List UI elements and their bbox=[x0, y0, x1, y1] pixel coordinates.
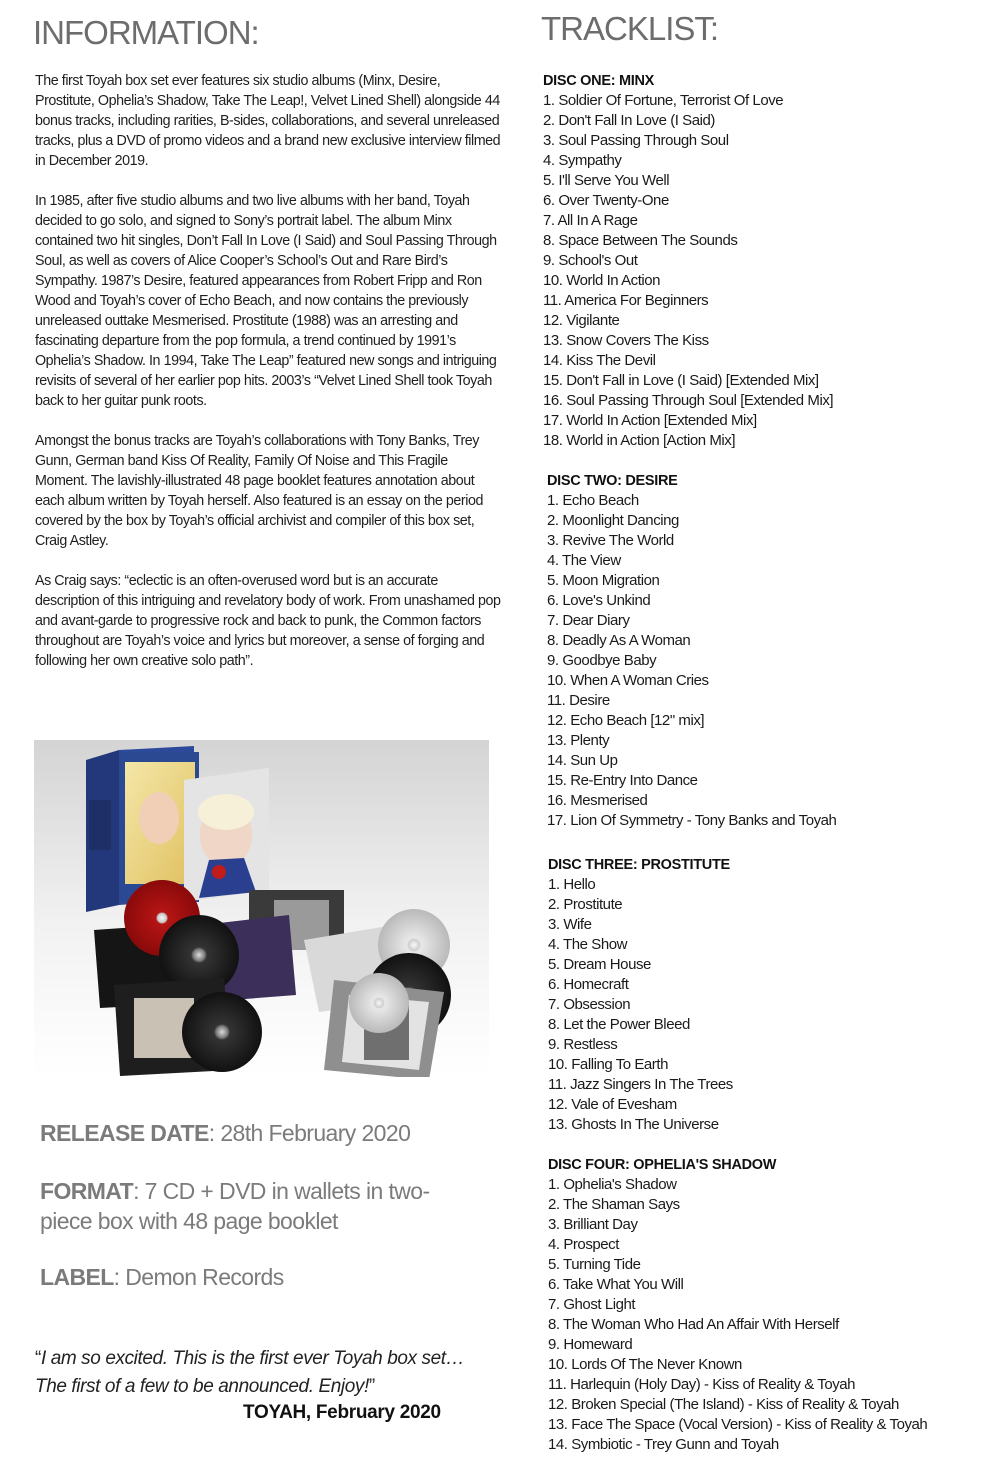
release-date bbox=[40, 1118, 410, 1148]
track-item: 17. Lion Of Symmetry - Tony Banks and Toyah bbox=[547, 812, 837, 829]
track-list bbox=[547, 491, 997, 831]
format-info bbox=[40, 1176, 480, 1236]
track-item: 12. Vigilante bbox=[543, 312, 620, 329]
track-item: 9. Goodbye Baby bbox=[547, 652, 657, 669]
record-label-value: : Demon Records bbox=[113, 1264, 284, 1290]
track-item: 13. Ghosts In The Universe bbox=[548, 1116, 719, 1133]
track-item: 8. Deadly As A Woman bbox=[547, 632, 691, 649]
track-item: 15. Re-Entry Into Dance bbox=[547, 772, 698, 789]
information-heading: INFORMATION: bbox=[33, 14, 259, 51]
info-paragraph-3: Amongst the bonus tracks are Toyah’s collaborations with Tony Banks, Trey Gunn, German band Kiss Of Reality, Family Of Noise and This Fragile Moment. The lavishly-illustrated 48 page booklet features annotation about each album written by Toyah herself. Also featured is an essay on the period covered by the box by Toyah’s official archivist and compiler of this box set, Craig Astley. bbox=[35, 433, 483, 549]
track-item: 10. World In Action bbox=[543, 272, 661, 289]
track-item: 2. Don't Fall In Love (I Said) bbox=[543, 112, 715, 129]
track-item: 3. Revive The World bbox=[547, 532, 674, 549]
disc-title: DISC FOUR: OPHELIA'S SHADOW bbox=[548, 1157, 777, 1173]
release-date-label: RELEASE DATE bbox=[40, 1120, 209, 1146]
track-item: 4. The View bbox=[547, 552, 621, 569]
track-item: 2. The Shaman Says bbox=[548, 1196, 680, 1213]
track-item: 6. Homecraft bbox=[548, 976, 629, 993]
disc-one bbox=[543, 71, 993, 451]
track-item: 10. When A Woman Cries bbox=[547, 672, 709, 689]
track-item: 9. School's Out bbox=[543, 252, 638, 269]
info-paragraph-2: In 1985, after five studio albums and two live albums with her band, Toyah decided to go solo, and signed to Sony’s portrait label. The album Minx contained two hit singles, Don’t Fall In Love (I Said) and Soul Passing Through Soul, as well as covers of Alice Cooper’s School’s Out and Rare Bird’s Sympathy. 1987’s Desire, featured appearances from Robert Fripp and Ron Wood and Toyah’s cover of Echo Beach, and now contains the previously unreleased outtake Mesmerised. Prostitute (1988) was an arresting and fascinating departure from the pop formula, a trend continued by 1991’s Ophelia’s Shadow. In 1994, Take The Leap” featured new songs and intriguing revisits of several of her earlier pop hits. 2003’s “Velvet Lined Shell took Toyah back to her guitar punk roots. bbox=[35, 193, 497, 409]
track-item: 14. Kiss The Devil bbox=[543, 352, 656, 369]
record-label bbox=[40, 1262, 284, 1292]
track-item: 9. Homeward bbox=[548, 1336, 633, 1353]
track-item: 5. Dream House bbox=[548, 956, 651, 973]
track-item: 11. Harlequin (Holy Day) - Kiss of Reality & Toyah bbox=[548, 1376, 856, 1393]
record-label-label: LABEL bbox=[40, 1264, 114, 1290]
track-item: 1. Ophelia's Shadow bbox=[548, 1176, 677, 1193]
track-item: 11. America For Beginners bbox=[543, 292, 709, 309]
track-item: 3. Soul Passing Through Soul bbox=[543, 132, 729, 149]
quote-text: I am so excited. This is the first ever Toyah box set… The first of a few to be announced. Enjoy! bbox=[35, 1348, 465, 1397]
track-item: 1. Hello bbox=[548, 876, 596, 893]
track-list bbox=[548, 875, 998, 1135]
information-body bbox=[35, 71, 503, 691]
track-item: 8. Space Between The Sounds bbox=[543, 232, 738, 249]
track-item: 15. Don't Fall in Love (I Said) [Extended Mix] bbox=[543, 372, 819, 389]
track-item: 11. Desire bbox=[547, 692, 610, 709]
track-item: 5. Moon Migration bbox=[547, 572, 660, 589]
quote-close-mark: ” bbox=[368, 1376, 375, 1397]
track-item: 4. Sympathy bbox=[543, 152, 622, 169]
format-value: : 7 CD + DVD in wallets in two-piece box with 48 page booklet bbox=[40, 1178, 430, 1234]
track-item: 12. Vale of Evesham bbox=[548, 1096, 677, 1113]
release-date-value: : 28th February 2020 bbox=[208, 1120, 411, 1146]
track-item: 7. Obsession bbox=[548, 996, 631, 1013]
track-item: 2. Prostitute bbox=[548, 896, 623, 913]
info-paragraph-4: As Craig says: “eclectic is an often-overused word but is an accurate description of this intriguing and revelatory body of work. From unashamed pop and avant-garde to progressive rock and back to punk, the Common factors throughout are Toyah’s voice and lyrics but moreover, a sense of forging and following her own creative solo path”. bbox=[35, 573, 501, 669]
track-item: 3. Brilliant Day bbox=[548, 1216, 638, 1233]
track-item: 1. Soldier Of Fortune, Terrorist Of Love bbox=[543, 92, 784, 109]
toyah-quote bbox=[35, 1345, 485, 1401]
track-item: 6. Love's Unkind bbox=[547, 592, 651, 609]
disc-title: DISC THREE: PROSTITUTE bbox=[548, 857, 730, 873]
disc-three bbox=[548, 855, 998, 1135]
track-item: 6. Take What You Will bbox=[548, 1276, 684, 1293]
track-item: 7. Ghost Light bbox=[548, 1296, 636, 1313]
track-list bbox=[548, 1175, 998, 1455]
track-item: 16. Mesmerised bbox=[547, 792, 648, 809]
track-item: 5. I'll Serve You Well bbox=[543, 172, 670, 189]
track-item: 10. Lords Of The Never Known bbox=[548, 1356, 742, 1373]
track-item: 14. Sun Up bbox=[547, 752, 618, 769]
track-item: 2. Moonlight Dancing bbox=[547, 512, 679, 529]
track-item: 8. Let the Power Bleed bbox=[548, 1016, 690, 1033]
box-set-photo bbox=[34, 740, 489, 1077]
track-item: 18. World in Action [Action Mix] bbox=[543, 432, 736, 449]
disc-four bbox=[548, 1155, 998, 1455]
track-item: 6. Over Twenty-One bbox=[543, 192, 669, 209]
track-item: 16. Soul Passing Through Soul [Extended Mix] bbox=[543, 392, 834, 409]
track-item: 14. Symbiotic - Trey Gunn and Toyah bbox=[548, 1436, 779, 1453]
track-item: 5. Turning Tide bbox=[548, 1256, 641, 1273]
info-paragraph-1: The first Toyah box set ever features six studio albums (Minx, Desire, Prostitute, Ophelia’s Shadow, Take The Leap!, Velvet Lined Shell) alongside 44 bonus tracks, including rarities, B-sides, collaborations, and several unreleased tracks, plus a DVD of promo videos and a brand new exclusive interview filmed in December 2019. bbox=[35, 73, 501, 169]
tracklist-heading: TRACKLIST: bbox=[541, 10, 719, 47]
track-item: 13. Snow Covers The Kiss bbox=[543, 332, 709, 349]
track-item: 8. The Woman Who Had An Affair With Herself bbox=[548, 1316, 839, 1333]
box-set-illustration bbox=[34, 740, 489, 1077]
disc-two bbox=[547, 471, 997, 831]
track-item: 7. Dear Diary bbox=[547, 612, 630, 629]
disc-title: DISC ONE: MINX bbox=[543, 73, 655, 89]
disc-title: DISC TWO: DESIRE bbox=[547, 473, 678, 489]
track-item: 7. All In A Rage bbox=[543, 212, 638, 229]
track-item: 12. Echo Beach [12" mix] bbox=[547, 712, 705, 729]
format-label: FORMAT bbox=[40, 1178, 134, 1204]
track-item: 3. Wife bbox=[548, 916, 592, 933]
track-item: 12. Broken Special (The Island) - Kiss of Reality & Toyah bbox=[548, 1396, 899, 1413]
track-item: 13. Face The Space (Vocal Version) - Kiss of Reality & Toyah bbox=[548, 1416, 928, 1433]
track-item: 10. Falling To Earth bbox=[548, 1056, 668, 1073]
track-item: 4. The Show bbox=[548, 936, 627, 953]
quote-attribution: TOYAH, February 2020 bbox=[243, 1402, 441, 1423]
track-item: 1. Echo Beach bbox=[547, 492, 639, 509]
track-item: 13. Plenty bbox=[547, 732, 610, 749]
track-item: 9. Restless bbox=[548, 1036, 618, 1053]
track-item: 11. Jazz Singers In The Trees bbox=[548, 1076, 733, 1093]
track-list bbox=[543, 91, 993, 451]
quote-open-mark: “ bbox=[35, 1348, 41, 1369]
track-item: 4. Prospect bbox=[548, 1236, 619, 1253]
track-item: 17. World In Action [Extended Mix] bbox=[543, 412, 757, 429]
